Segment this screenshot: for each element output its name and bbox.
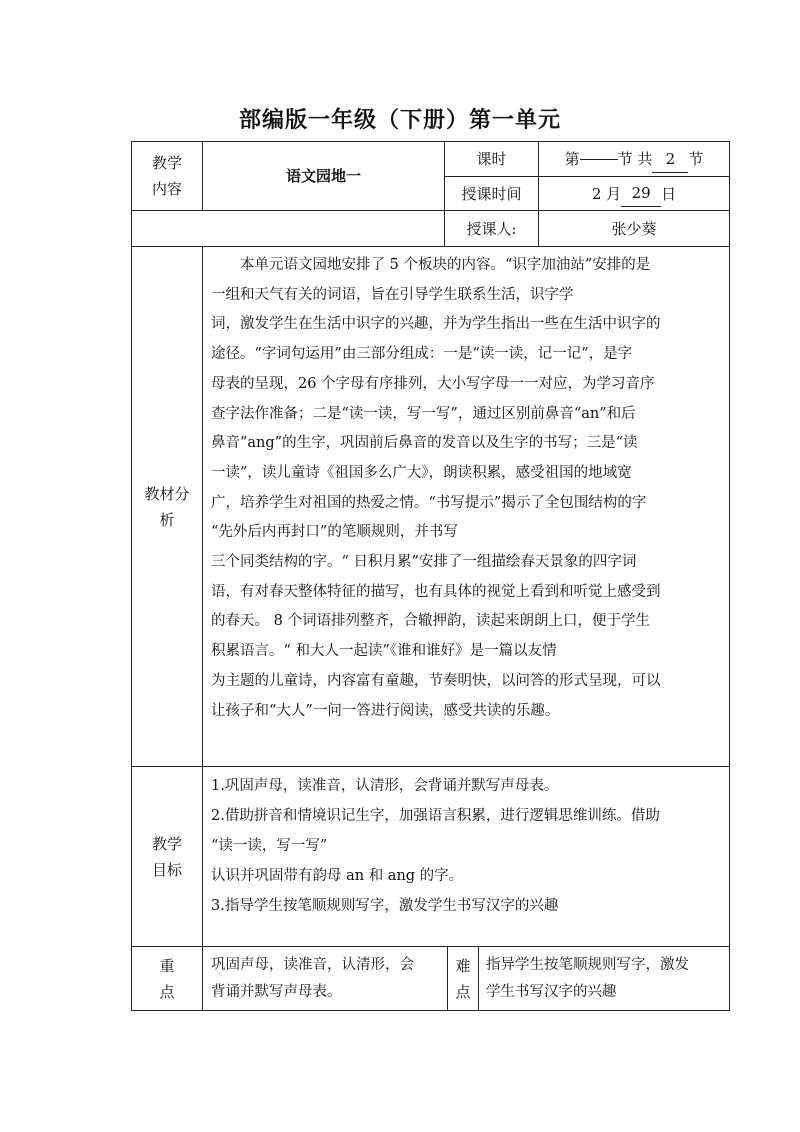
content-label-line2: 内容 <box>151 180 182 198</box>
period-total: 2 <box>652 146 688 173</box>
period-number <box>580 159 618 160</box>
analysis-line: 广，培养学生对祖国的热爱之情。“书写提示”揭示了全包围结构的字 <box>211 494 647 511</box>
objectives-label <box>132 767 202 946</box>
analysis-line: 途径。“字词句运用”由三部分组成：一是“读一读，记一记”，是字 <box>211 346 633 363</box>
analysis-line: 查字法作准备；二是“读一读，写一写”，通过区别前鼻音“an”和后 <box>211 405 636 422</box>
analysis-line: 为主题的儿童诗，内容富有童趣，节奏明快，以问答的形式呈现，可以 <box>211 672 661 689</box>
time-month: 2 月 <box>591 184 622 203</box>
analysis-label <box>132 247 202 766</box>
rule-analysis-bottom <box>131 766 730 767</box>
content-label-line1: 教学 <box>151 154 182 172</box>
lesson-name: 语文园地一 <box>285 167 361 185</box>
rule-right <box>729 141 730 1011</box>
analysis-label-line2: 析 <box>159 510 175 529</box>
lesson-plan-table <box>131 141 730 1011</box>
key-points-label-line1: 重 <box>159 956 175 975</box>
difficulty-line: 指异学生按笔顺规则写字，激发 <box>486 957 689 973</box>
difficulties-label-line1: 难 <box>455 956 471 975</box>
analysis-line: 积累语言。“ 和大人一起读”《谁和谁好》是一篇以友情 <box>211 643 557 660</box>
content-label <box>132 142 202 210</box>
analysis-line: 让孩子和“大人”一问一答进行阅读，感受共读的乐趣。 <box>211 702 560 719</box>
analysis-line: 语，有对春天整体特征的描写，也有具体的视觉上看到和听觉上感受到 <box>211 583 661 600</box>
objective-line: 认识并巩固带有韵母 an 和 ang 的字。 <box>211 868 464 884</box>
teacher-label: 授课人: <box>466 219 517 238</box>
analysis-line: “先外后内再封口”的笔顺规则，并书写 <box>211 524 458 541</box>
analysis-line: 母表的呈现，26 个字母有序排列，大小写字母一一对应，为学习音序 <box>211 375 655 392</box>
key-point-line: 背诵并默写声母表。 <box>211 984 342 1000</box>
rule-objectives-bottom <box>131 946 730 947</box>
rule-bottom <box>131 1010 730 1011</box>
objectives-label-line1: 教学 <box>151 834 182 853</box>
teacher-name: 张少葵 <box>611 219 657 238</box>
objective-line: 3.指导学生按笔顺规则写字，激发学生书写汉字的兴趣 <box>211 898 559 914</box>
key-point-line: 巩固声母，读准音，认清形，会 <box>211 957 414 973</box>
page-title: 部编版一年级（下册）第一单元 <box>238 107 561 133</box>
analysis-line: 词，激发学生在生活中识字的兴趣，并为学生指出一些在生活中识字的 <box>211 316 661 333</box>
time-day: 29 <box>621 180 661 207</box>
analysis-line: 的春天。 8 个词语排列整齐，合辙押韵，读起来朗朗上口，便于学生 <box>211 613 650 630</box>
key-points-label <box>132 947 202 1010</box>
analysis-line: 一组和天气有关的词语，旨在引导学生联系生活，识字学 <box>211 286 574 303</box>
difficulties-label <box>448 947 478 1010</box>
time-label: 授课时间 <box>461 184 522 203</box>
difficulties-label-line2: 点 <box>455 982 471 1001</box>
objectives-text <box>211 771 725 921</box>
period-label: 课时 <box>476 150 507 168</box>
analysis-label-line1: 教材分 <box>144 484 190 503</box>
objectives-label-line2: 目标 <box>151 860 182 879</box>
difficulties-text <box>486 952 726 1006</box>
analysis-line: 本单元语文园地安排了 5 个板块的内容。“识字加油站”安排的是 <box>211 257 651 273</box>
objective-line: 2.借助拼音和情境识记生字，加强语言积累，进行逻辑思维训练。借助 <box>211 808 660 824</box>
analysis-line: 鼻音”ang”的生字，巩固前后鼻音的发音以及生字的书写；三是“读 <box>211 435 638 452</box>
period-pre: 第 <box>564 150 580 168</box>
objective-line: 1.巩固声母，读准音，认清形，会背诵并默写声母表。 <box>211 778 559 794</box>
objective-line: “读一读，写一写” <box>211 838 328 854</box>
period-mid: 节 共 <box>617 150 653 168</box>
time-post: 日 <box>661 184 677 203</box>
rule-teacher-bottom <box>131 246 730 247</box>
key-points-label-line2: 点 <box>159 982 175 1001</box>
period-post: 节 <box>688 150 704 168</box>
analysis-line: 三个同类结构的字。“ 日积月累”安排了一组描绘春天景象的四字词 <box>211 554 637 571</box>
difficulty-line: 学生书写汉字的兴趣 <box>486 984 617 1000</box>
analysis-text <box>211 251 725 726</box>
rule-difficulty-right <box>478 946 479 1010</box>
key-points-text <box>211 952 445 1006</box>
analysis-line: 一读”，读儿童诗《祖国多么广大》，朗读积累，感受祖国的地域宽 <box>211 464 632 481</box>
time-value <box>539 177 729 210</box>
period-value <box>539 142 729 176</box>
rule-label-col <box>202 246 203 1010</box>
